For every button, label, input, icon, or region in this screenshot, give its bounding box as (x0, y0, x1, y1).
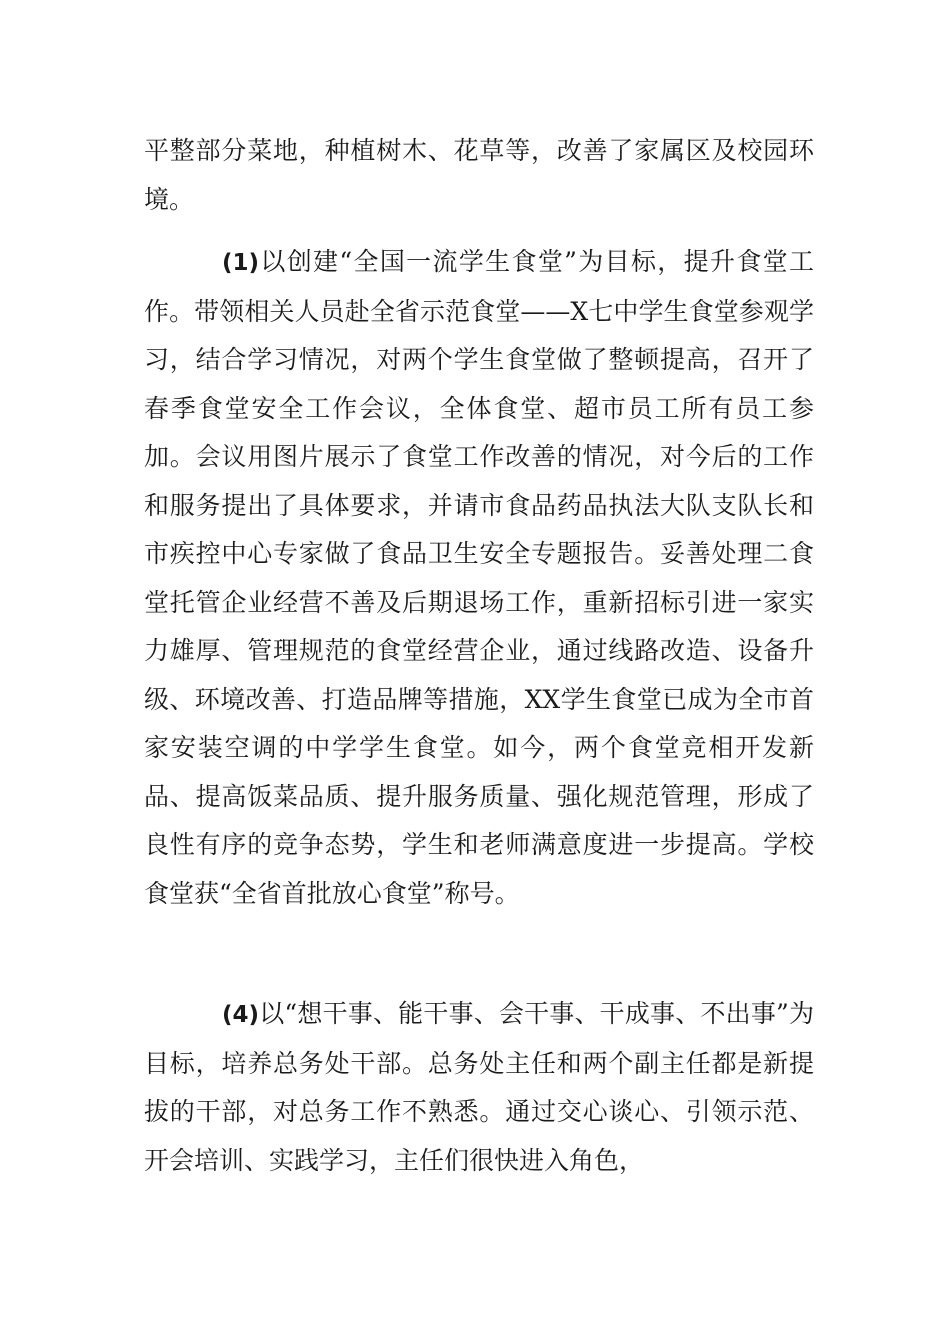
paragraph-continuation (144, 127, 814, 224)
paragraph-item-1 (144, 238, 814, 918)
paragraph-body (144, 990, 814, 1185)
item-number: (4) (222, 1002, 260, 1028)
paragraph-body (144, 238, 814, 918)
paragraph-text: 以“想干事、能干事、会干事、干成事、不出事”为目标，培养总务处干部。总务处主任和两个副主任都是新提拔的干部，对总务工作不熟悉。通过交心谈心、引领示范、开会培训、实践学习，主任们很快进入角色， (144, 999, 814, 1175)
item-number: (1) (222, 250, 260, 276)
paragraph-text: 以创建“全国一流学生食堂”为目标，提升食堂工作。带领相关人员赴全省示范食堂——X七中学生食堂参观学习，结合学习情况，对两个学生食堂做了整顿提高，召开了春季食堂安全工作会议，全体食堂、超市员工所有员工参加。会议用图片展示了食堂工作改善的情况，对今后的工作和服务提出了具体要求，并请市食品药品执法大队支队长和市疾控中心专家做了食品卫生安全专题报告。妥善处理二食堂托管企业经营不善及后期退场工作，重新招标引进一家实力雄厚、管理规范的食堂经营企业，通过线路改造、设备升级、环境改善、打造品牌等措施，XX学生食堂已成为全市首家安装空调的中学学生食堂。如今，两个食堂竞相开发新品、提高饭菜品质、提升服务质量、强化规范管理，形成了良性有序的竞争态势，学生和老师满意度进一步提高。学校食堂获“全省首批放心食堂”称号。 (144, 247, 814, 908)
paragraph-item-4 (144, 990, 814, 1185)
paragraph-text: 平整部分菜地，种植树木、花草等，改善了家属区及校园环境。 (144, 136, 814, 214)
